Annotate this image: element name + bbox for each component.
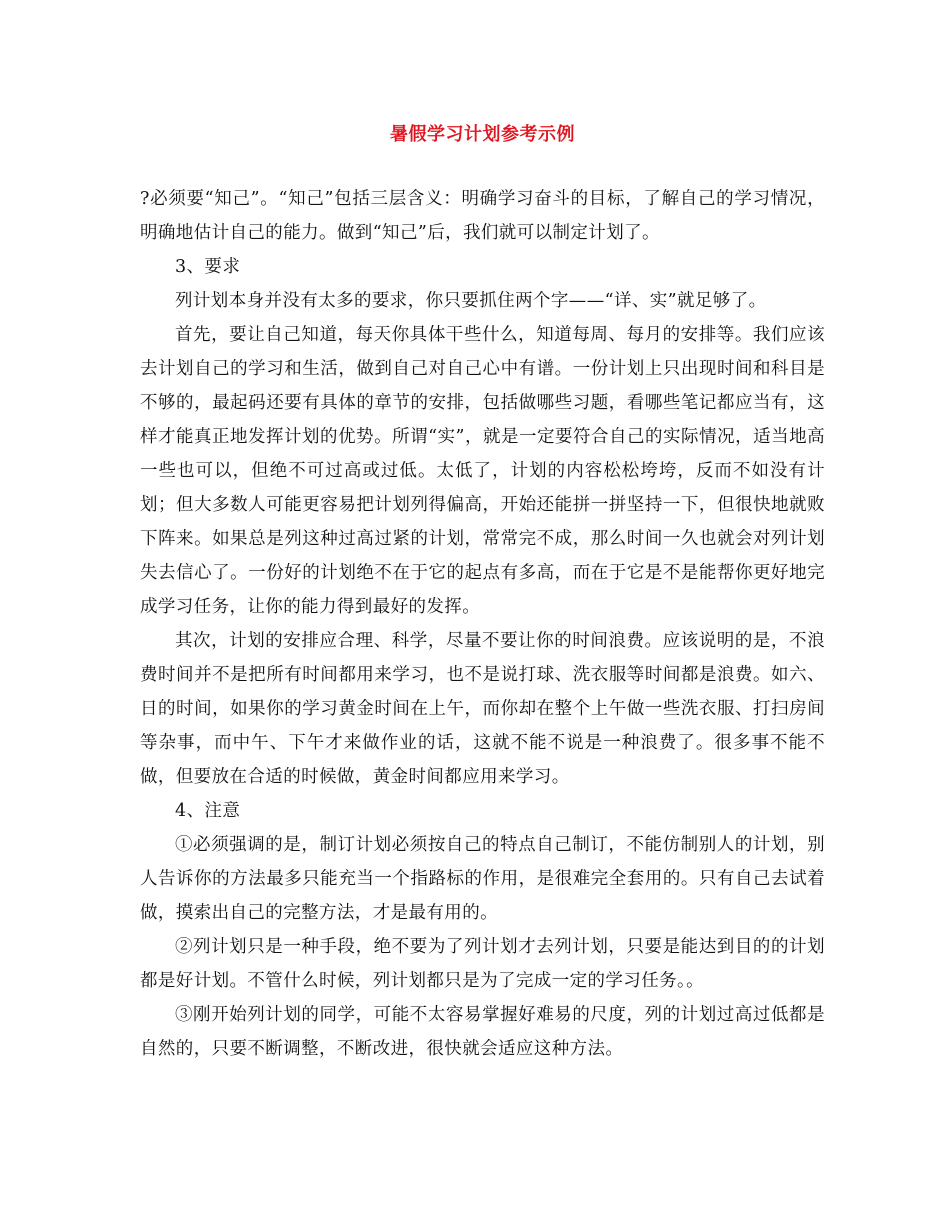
paragraph-intro: ?必须要“知己”。“知己”包括三层含义：明确学习奋斗的目标，了解自己的学习情况，明确地估计自己的能力。做到“知己”后，我们就可以制定计划了。 bbox=[140, 189, 825, 243]
paragraph-first-point: 首先，要让自己知道，每天你具体干些什么，知道每周、每月的安排等。我们应该去计划自己的学习和生活，做到自己对自己心中有谱。一份计划上只出现时间和科目是不够的，最起码还要有具体的章节的安排，包括做哪些习题，看哪些笔记都应当有，这样才能真正地发挥计划的优势。所谓“实”，就是一定要符合自己的实际情况，适当地高一些也可以，但绝不可过高或过低。太低了，计划的内容松松垮垮，反而不如没有计划；但大多数人可能更容易把计划列得偏高，开始还能拼一拼坚持一下，但很快地就败下阵来。如果总是列这种过高过紧的计划，常常完不成，那么时间一久也就会对列计划失去信心了。一份好的计划绝不在于它的起点有多高，而在于它是不是能帮你更好地完成学习任务，让你的能力得到最好的发挥。 bbox=[140, 325, 825, 617]
paragraph-note-3: ③刚开始列计划的同学，可能不太容易掌握好难易的尺度，列的计划过高过低都是自然的，只要不断调整，不断改进，很快就会适应这种方法。 bbox=[140, 1005, 825, 1059]
paragraph-note-1: ①必须强调的是，制订计划必须按自己的特点自己制订，不能仿制别人的计划，别人告诉你的方法最多只能充当一个指路标的作用，是很难完全套用的。只有自己去试着做，摸索出自己的完整方法，才是最有用的。 bbox=[140, 835, 825, 923]
paragraph-note-2: ②列计划只是一种手段，绝不要为了列计划才去列计划，只要是能达到目的的计划都是好计划。不管什么时候，列计划都只是为了完成一定的学习任务。。 bbox=[140, 937, 825, 991]
section-heading-requirements: 3、要求 bbox=[175, 257, 241, 277]
paragraph-requirements-summary: 列计划本身并没有太多的要求，你只要抓住两个字——“详、实”就足够了。 bbox=[175, 291, 767, 311]
paragraph-second-point: 其次，计划的安排应合理、科学，尽量不要让你的时间浪费。应该说明的是，不浪费时间并不是把所有时间都用来学习，也不是说打球、洗衣服等时间都是浪费。如六、日的时间，如果你的学习黄金时间在上午，而你却在整个上午做一些洗衣服、打扫房间等杂事，而中午、下午才来做作业的话，这就不能不说是一种浪费了。很多事不能不做，但要放在合适的时候做，黄金时间都应用来学习。 bbox=[140, 631, 825, 787]
document-title: 暑假学习计划参考示例 bbox=[390, 124, 575, 145]
section-heading-notes: 4、注意 bbox=[175, 801, 241, 821]
